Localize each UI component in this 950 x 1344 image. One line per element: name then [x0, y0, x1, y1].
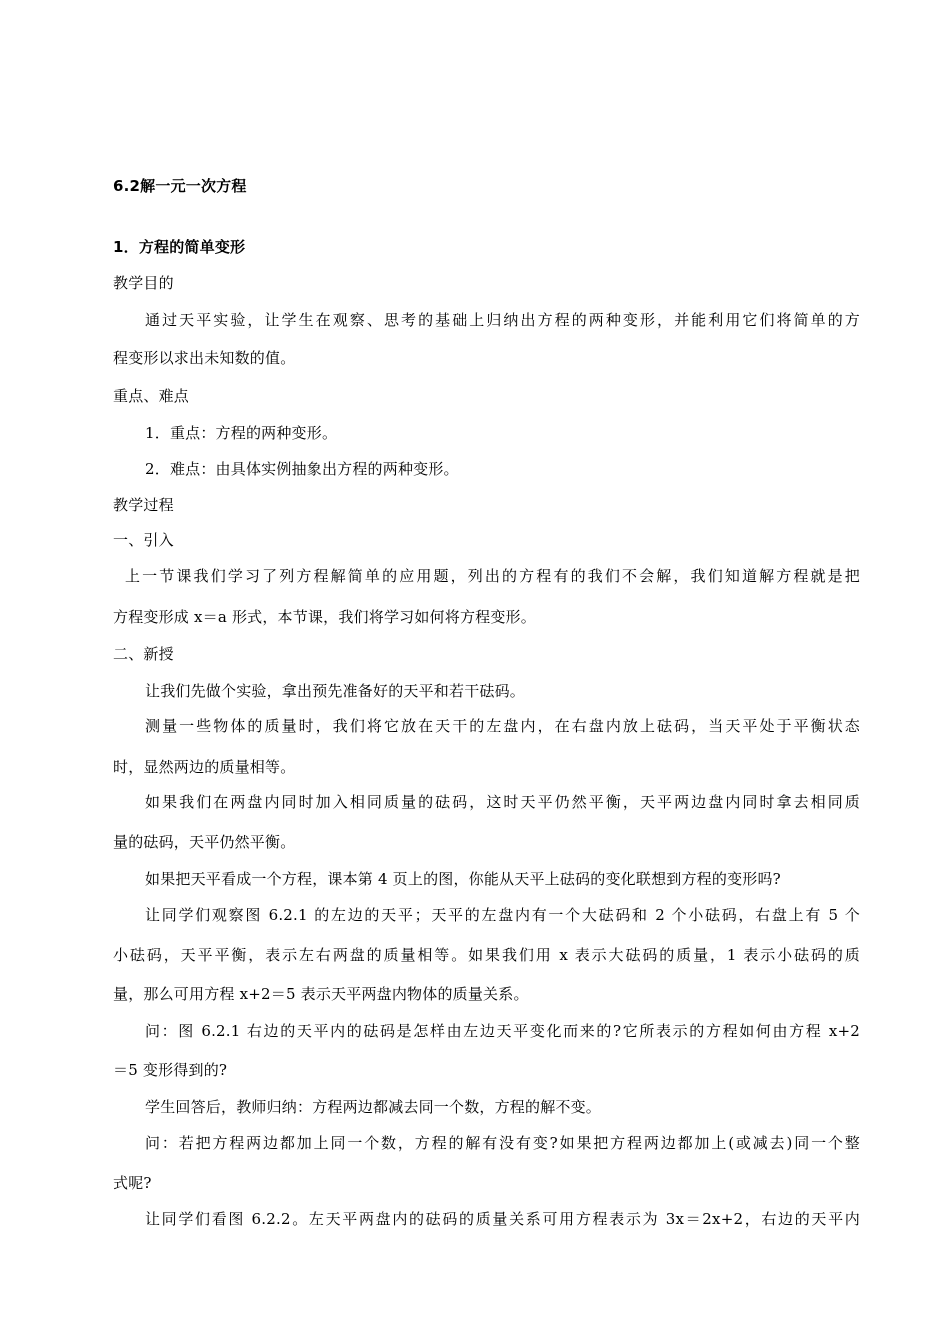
document-title: 6.2解一元一次方程 [113, 177, 247, 195]
paragraph-line: 上一节课我们学习了列方程解简单的应用题，列出的方程有的我们不会解，我们知道解方程就是把 [125, 567, 860, 585]
section-heading: 1．方程的简单变形 [113, 238, 246, 256]
paragraph-line: 让同学们观察图 6.2.1 的左边的天平；天平的左盘内有一个大砝码和 2 个小砝码，右盘上有 5 个 [145, 906, 860, 924]
paragraph-line: ＝5 变形得到的? [113, 1061, 228, 1079]
paragraph-line: 问：若把方程两边都加上同一个数，方程的解有没有变?如果把方程两边都加上(或减去)同一个整 [145, 1134, 860, 1152]
paragraph-line: 小砝码，天平平衡，表示左右两盘的质量相等。如果我们用 x 表示大砝码的质量，1 表示小砝码的质 [113, 946, 860, 964]
paragraph-line: 让同学们看图 6.2.2。左天平两盘内的砝码的质量关系可用方程表示为 3x＝2x+2，右边的天平内 [145, 1210, 860, 1228]
paragraph-line: 程变形以求出未知数的值。 [113, 349, 296, 367]
paragraph-line: 测量一些物体的质量时，我们将它放在天干的左盘内，在右盘内放上砝码，当天平处于平衡状态 [145, 717, 860, 735]
paragraph-line: 量的砝码，天平仍然平衡。 [113, 833, 296, 851]
paragraph-line: 通过天平实验，让学生在观察、思考的基础上归纳出方程的两种变形，并能利用它们将简单的方 [145, 311, 860, 329]
subsection-heading: 二、新授 [113, 645, 174, 663]
label-teaching-process: 教学过程 [113, 496, 174, 514]
paragraph-line: 如果我们在两盘内同时加入相同质量的砝码，这时天平仍然平衡，天平两边盘内同时拿去相同质 [145, 793, 860, 811]
list-item: 1．重点：方程的两种变形。 [145, 424, 338, 442]
subsection-heading: 一、引入 [113, 531, 174, 549]
paragraph-line: 方程变形成 x＝a 形式，本节课，我们将学习如何将方程变形。 [113, 608, 536, 626]
paragraph-line: 量，那么可用方程 x+2＝5 表示天平两盘内物体的质量关系。 [113, 985, 529, 1003]
paragraph-line: 如果把天平看成一个方程，课本第 4 页上的图，你能从天平上砝码的变化联想到方程的变形吗? [145, 870, 781, 888]
paragraph-line: 时，显然两边的质量相等。 [113, 758, 296, 776]
list-item: 2．难点：由具体实例抽象出方程的两种变形。 [145, 460, 459, 478]
paragraph-line: 式呢? [113, 1174, 152, 1192]
paragraph-line: 让我们先做个实验，拿出预先准备好的天平和若干砝码。 [145, 682, 526, 700]
paragraph-line: 学生回答后，教师归纳：方程两边都减去同一个数，方程的解不变。 [145, 1098, 602, 1116]
paragraph-line: 问：图 6.2.1 右边的天平内的砝码是怎样由左边天平变化而来的?它所表示的方程如何由方程 x+2 [145, 1022, 860, 1040]
label-key-points: 重点、难点 [113, 387, 190, 405]
label-teaching-goal: 教学目的 [113, 274, 174, 292]
